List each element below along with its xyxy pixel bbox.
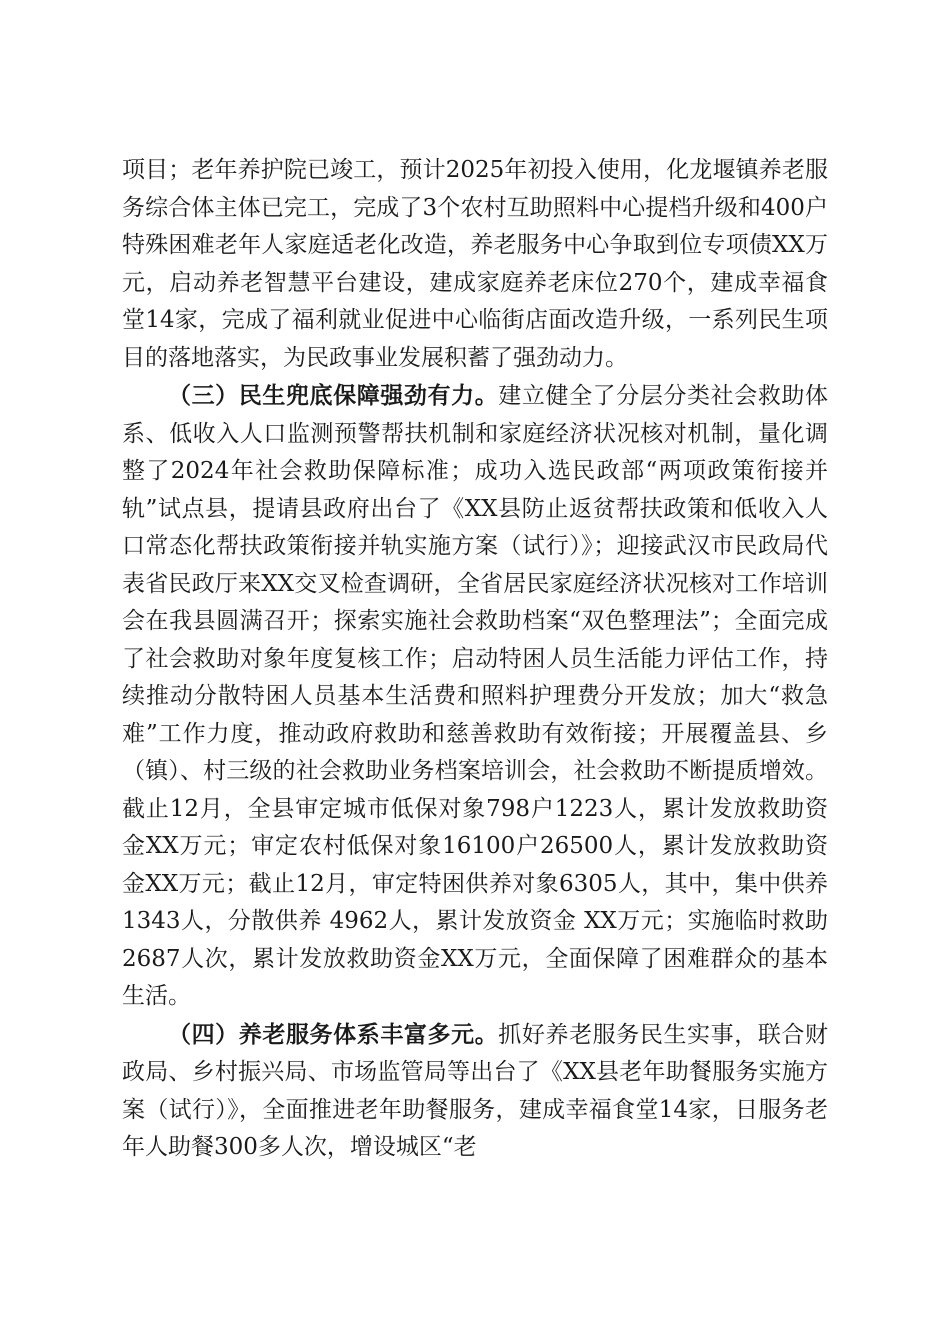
paragraph-elderly-care (122, 1016, 828, 1167)
paragraph-continuation (122, 152, 828, 377)
section-heading-4: （四）养老服务体系丰富多元。 (168, 1020, 499, 1048)
document-body (122, 152, 828, 1167)
paragraph-text: 建立健全了分层分类社会救助体系、低收入人口监测预警帮扶机制和家庭经济状况核对机制，量化调整了2024年社会救助保障标准；成功入选民政部“两项政策衔接并轨”试点县，提请县政府出台了《XX县防止返贫帮扶政策和低收入人口常态化帮扶政策衔接并轨实施方案（试行）》；迎接武汉市民政局代表省民政厅来XX交叉检查调研，全省居民家庭经济状况核对工作培训会在我县圆满召开；探索实施社会救助档案“双色整理法”；全面完成了社会救助对象年度复核工作；启动特困人员生活能力评估工作，持续推动分散特困人员基本生活费和照料护理费分开发放；加大“救急难”工作力度，推动政府救助和慈善救助有效衔接；开展覆盖县、乡（镇）、村三级的社会救助业务档案培训会，社会救助不断提质增效。截止12月，全县审定城市低保对象798户1223人，累计发放救助资金XX万元；审定农村低保对象16100户26500人，累计发放救助资金XX万元；截止12月，审定特困供养对象6305人，其中，集中供养1343人，分散供养 4962人，累计发放资金 XX万元；实施临时救助2687人次，累计发放救助资金XX万元，全面保障了困难群众的基本生活。 (122, 383, 829, 1009)
paragraph-text: 抓好养老服务民生实事，联合财政局、乡村振兴局、市场监管局等出台了《XX县老年助餐服务实施方案（试行）》，全面推进老年助餐服务，建成幸福食堂14家，日服务老年人助餐300多人次，增设城区“老 (122, 1021, 829, 1160)
paragraph-social-assistance (122, 377, 828, 1016)
paragraph-text: 项目；老年养护院已竣工，预计2025年初投入使用，化龙堰镇养老服务综合体主体已完工，完成了3个农村互助照料中心提档升级和400户特殊困难老年人家庭适老化改造，养老服务中心争取到位专项债XX万元，启动养老智慧平台建设，建成家庭养老床位270个，建成幸福食堂14家，完成了福利就业促进中心临街店面改造升级，一系列民生项目的落地落实，为民政事业发展积蓄了强劲动力。 (122, 157, 828, 371)
section-heading-3: （三）民生兜底保障强劲有力。 (168, 382, 499, 409)
